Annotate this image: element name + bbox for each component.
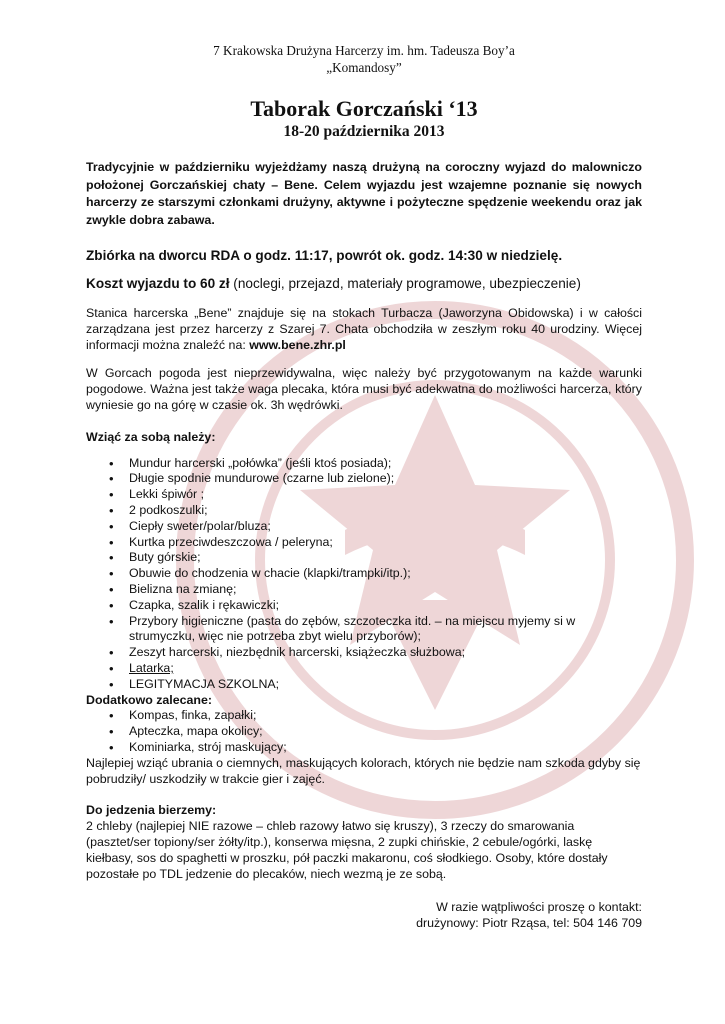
clothing-note: Najlepiej wziąć ubrania o ciemnych, maskujących kolorach, których nie będzie nam szkoda gdyby się pobrudziły/ uszkodziły w trakcie gier i zajęć. xyxy=(86,755,641,786)
packing-list xyxy=(86,456,642,693)
list-item: • Kominiarka, strój maskujący; xyxy=(86,740,642,756)
packing-list-title: Wziąć za sobą należy: xyxy=(86,429,216,444)
document-header xyxy=(86,42,642,76)
contact-line: W razie wątpliwości proszę o kontakt: xyxy=(436,900,642,915)
list-item: • Czapka, szalik i rękawiczki; xyxy=(86,598,642,614)
additional-list-title: Dodatkowo zalecane: xyxy=(86,692,212,707)
list-item: • Buty górskie; xyxy=(86,550,642,566)
station-link[interactable]: www.bene.zhr.pl xyxy=(249,337,346,352)
list-item: • Bielizna na zmianę; xyxy=(86,582,642,598)
list-item: • LEGITYMACJA SZKOLNA; xyxy=(86,677,642,693)
header-troop-name: 7 Krakowska Drużyna Harcerzy im. hm. Tadeusza Boy’a xyxy=(213,43,515,58)
list-item: • Latarka; xyxy=(86,661,642,677)
food-list-title: Do jedzenia bierzemy: xyxy=(86,803,217,818)
list-item: • Przybory higieniczne (pasta do zębów, szczoteczka itd. – na miejscu myjemy si w strumyczku, więc nie potrzeba zbyt wielu przyborów); xyxy=(86,614,642,646)
document-subtitle: 18-20 października 2013 xyxy=(283,123,445,140)
contact-leader: drużynowy: Piotr Rząsa, tel: 504 146 709 xyxy=(416,916,642,931)
cost-details: (noclegi, przejazd, materiały programowe, ubezpieczenie) xyxy=(229,276,581,291)
list-item: • Lekki śpiwór ; xyxy=(86,487,642,503)
intro-paragraph: Tradycyjnie w październiku wyjeżdżamy naszą drużyną na coroczny wyjazd do malowniczo położonej Gorczańskiej chaty – Bene. Celem wyjazdu jest wzajemne poznanie się nowych harcerzy ze starszymi członkami drużyny, aktywne i pożyteczne spędzenie weekendu oraz jak zwykle dobra zabawa. xyxy=(86,160,642,227)
header-troop-nickname: „Komandosy” xyxy=(326,60,402,75)
station-paragraph xyxy=(86,306,642,353)
list-item: • Obuwie do chodzenia w chacie (klapki/trampki/itp.); xyxy=(86,566,642,582)
list-item: • Kurtka przeciwdeszczowa / peleryna; xyxy=(86,535,642,551)
list-item: • Apteczka, mapa okolicy; xyxy=(86,724,642,740)
list-item: • 2 podkoszulki; xyxy=(86,503,642,519)
list-item: • Kompas, finka, zapałki; xyxy=(86,708,642,724)
weather-paragraph: W Gorcach pogoda jest nieprzewidywalna, więc należy być przygotowanym na każde warunki pogodowe. Ważna jest także waga plecaka, która musi być adekwatna do możliwości harcerza, który wyniesie go na górę w czasie ok. 3h wędrówki. xyxy=(86,366,642,412)
cost-info xyxy=(86,275,642,293)
list-item: • Mundur harcerski „połówka” (jeśli ktoś posiada); xyxy=(86,456,642,472)
contact-info xyxy=(86,900,642,932)
cost-amount: Koszt wyjazdu to 60 zł xyxy=(86,276,230,291)
additional-list xyxy=(86,708,642,755)
list-item: • Zeszyt harcerski, niezbędnik harcerski, książeczka służbowa; xyxy=(86,645,642,661)
document-page xyxy=(86,0,642,932)
list-item: • Ciepły sweter/polar/bluza; xyxy=(86,519,642,535)
station-text: Stanica harcerska „Bene” znajduje się na stokach Turbacza (Jaworzyna Obidowska) i w całości zarządzana jest przez harcerzy z Szarej 7. Chata obchodziła w zeszłym roku 40 urodziny. Więcej informacji można znaleźć na: xyxy=(86,306,642,352)
list-item: • Długie spodnie mundurowe (czarne lub zielone); xyxy=(86,471,642,487)
food-paragraph: 2 chleby (najlepiej NIE razowe – chleb razowy łatwo się kruszy), 3 rzeczy do smarowania (pasztet/ser topiony/ser żółty/itp.), konserwa mięsna, 2 zupki chińskie, 2 cebule/ogórki, laskę kiełbasy, sos do spaghetti w proszku, pół paczki makaronu, coś słodkiego. Osoby, które dostały pozostałe po TDL jedzenie do plecaków, niech wezmą je ze sobą. xyxy=(86,819,608,881)
meeting-info: Zbiórka na dworcu RDA o godz. 11:17, powrót ok. godz. 14:30 w niedzielę. xyxy=(86,248,563,263)
document-title: Taborak Gorczański ‘13 xyxy=(250,96,478,121)
